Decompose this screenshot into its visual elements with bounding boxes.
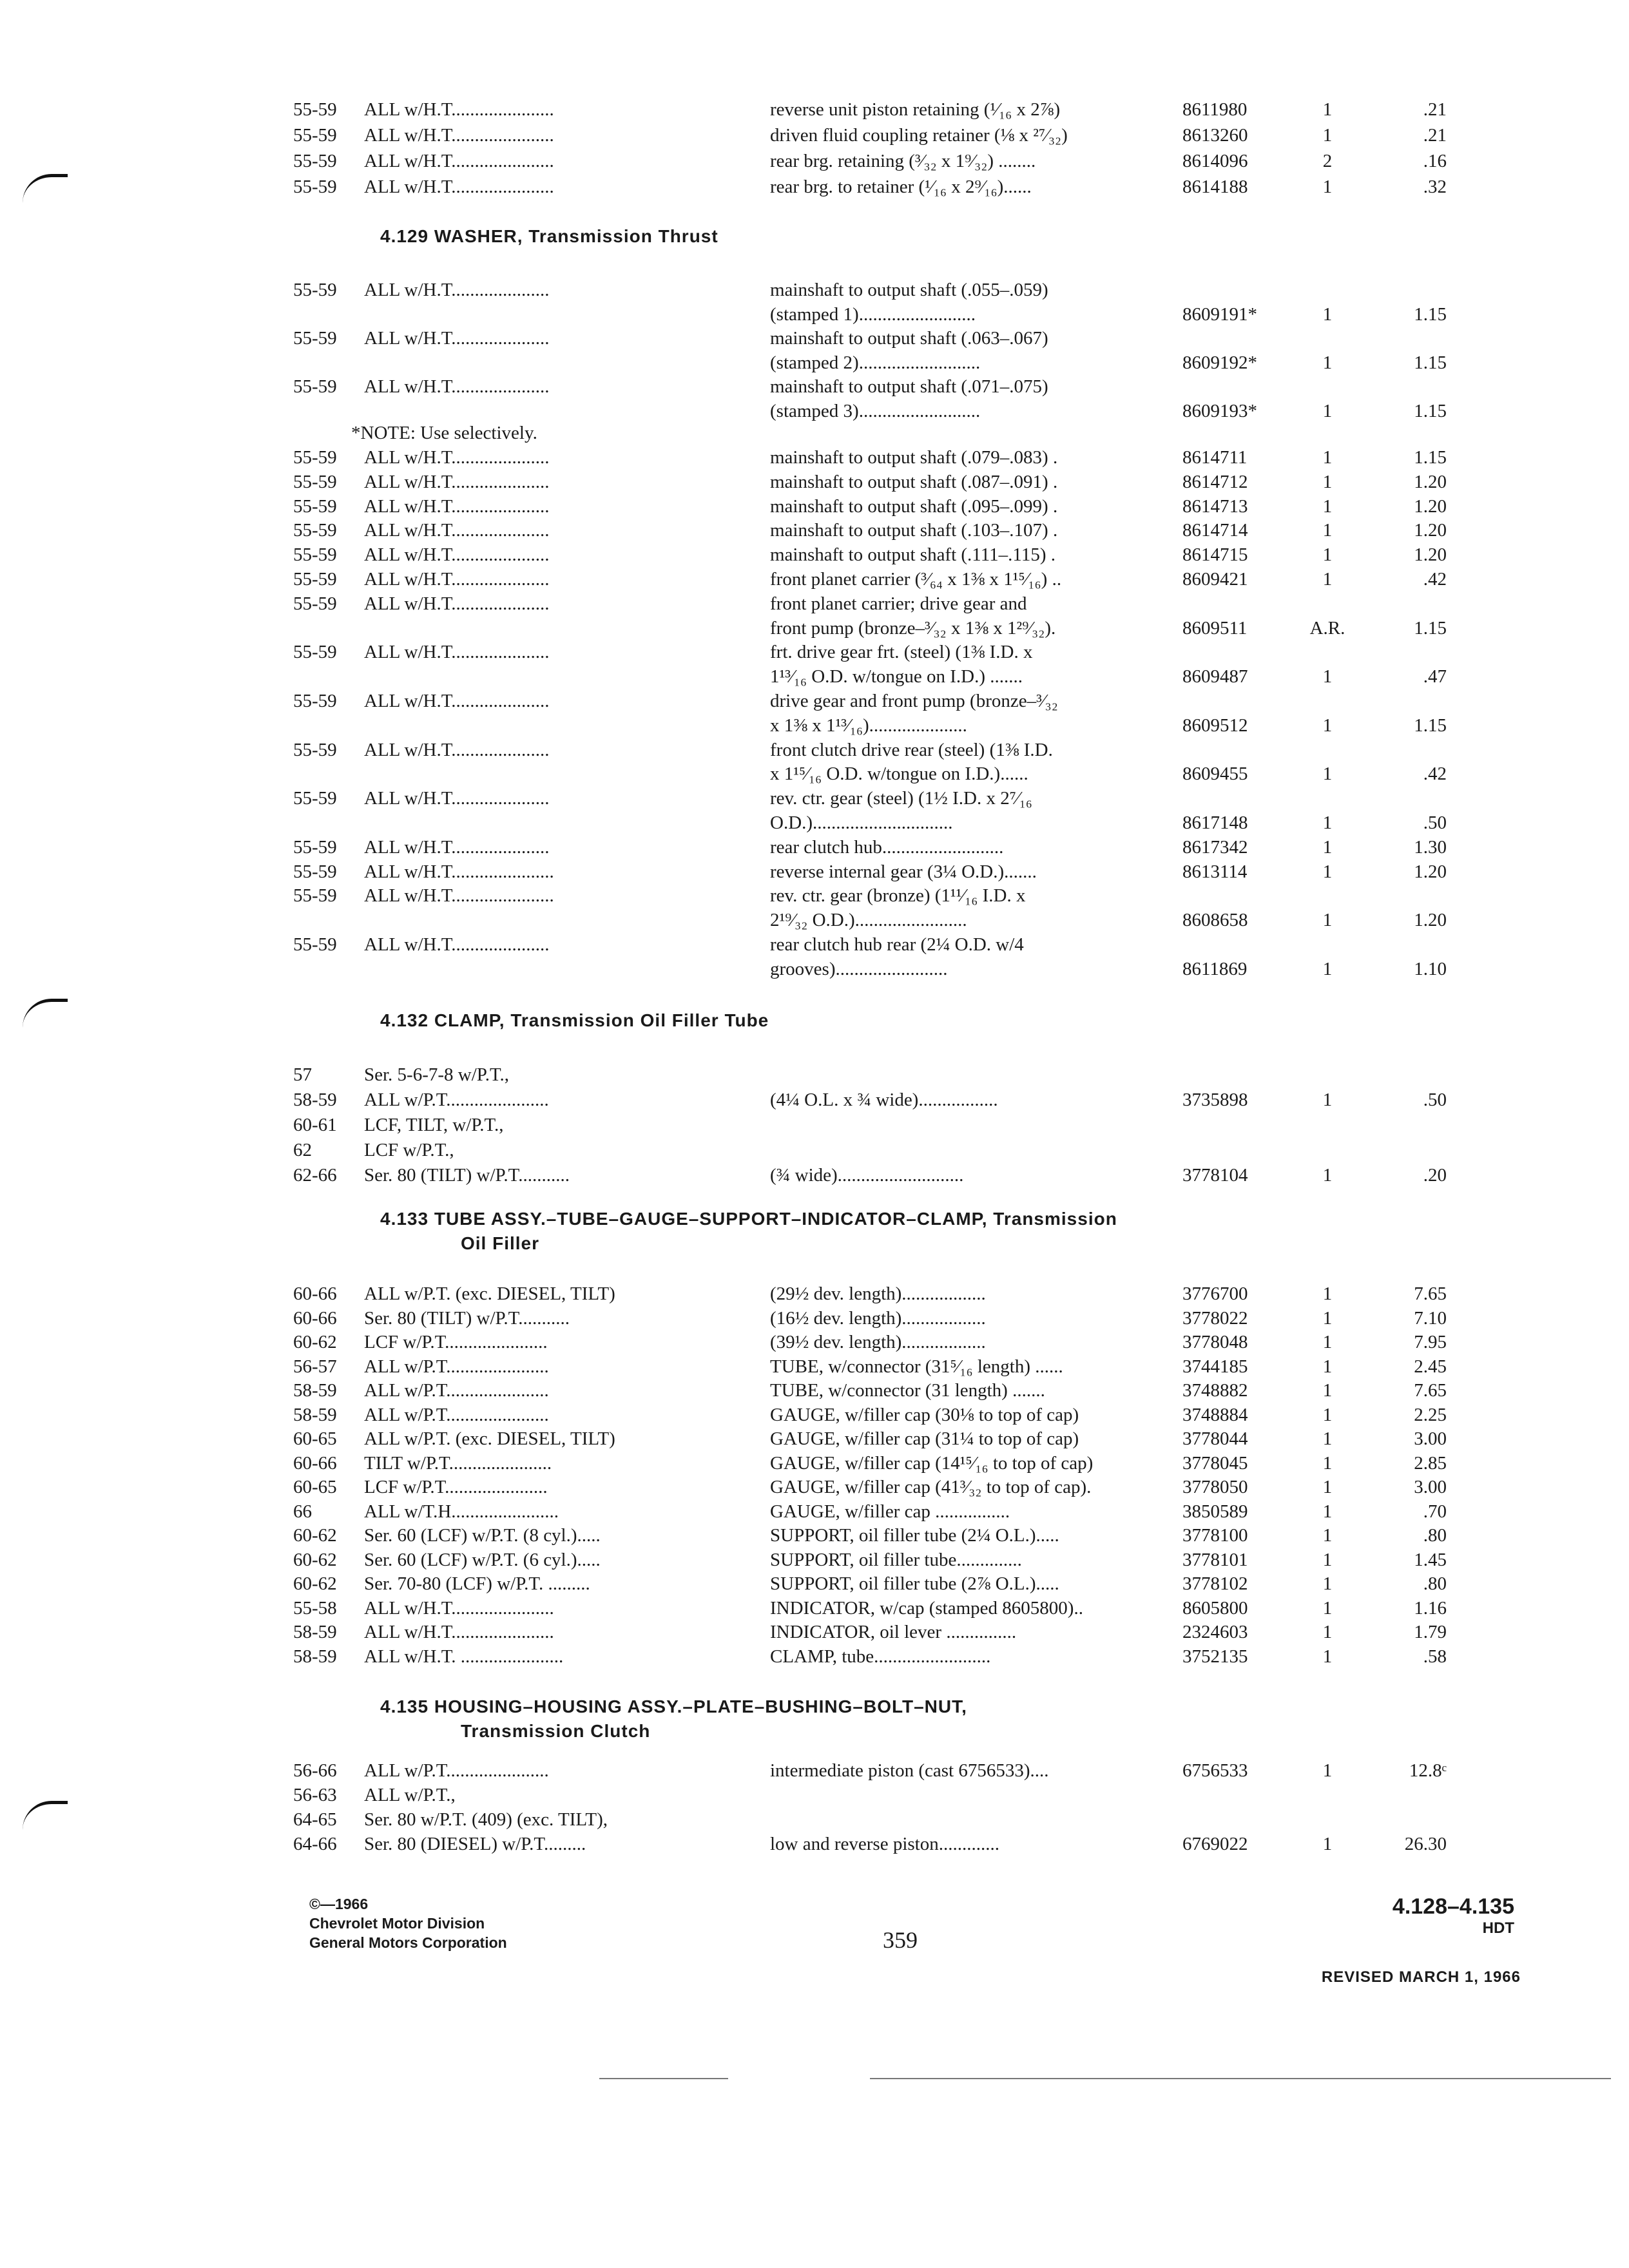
parts-row bbox=[293, 175, 1447, 204]
row-year: 62-66 bbox=[293, 1165, 337, 1186]
row-year: 60-62 bbox=[293, 1332, 337, 1352]
row-description: SUPPORT, oil filler tube.............. bbox=[770, 1549, 1022, 1570]
row-description: mainshaft to output shaft (.095–.099) . bbox=[770, 495, 1058, 517]
row-quantity: 1 bbox=[1322, 1090, 1333, 1110]
parts-row bbox=[293, 1832, 1447, 1861]
row-year: 58-59 bbox=[293, 1622, 337, 1642]
row-description: front planet carrier (³⁄₆₄ x 1⅜ x 1¹⁵⁄₁₆) .. bbox=[770, 569, 1062, 590]
row-part-number: 3778101 bbox=[1182, 1549, 1248, 1570]
row-description: mainshaft to output shaft (.103–.107) . bbox=[770, 520, 1058, 541]
row-part-number: 8611980 bbox=[1182, 99, 1248, 120]
row-description: mainshaft to output shaft (.055–.059) bbox=[770, 280, 1048, 300]
row-description: TUBE, w/connector (31 length) ....... bbox=[770, 1380, 1045, 1401]
row-part-number: 8609191* bbox=[1182, 303, 1257, 325]
row-price: .70 bbox=[1423, 1501, 1447, 1522]
row-description: intermediate piston (cast 6756533).... bbox=[770, 1760, 1049, 1781]
row-description: mainshaft to output shaft (.063–.067) bbox=[770, 328, 1048, 349]
row-year: 55-59 bbox=[293, 642, 337, 663]
row-model: ALL w/H.T..................... bbox=[364, 328, 550, 349]
row-quantity: 1 bbox=[1322, 1428, 1333, 1449]
row-part-number: 8614712 bbox=[1182, 471, 1248, 492]
row-part-number: 3778100 bbox=[1182, 1525, 1248, 1546]
row-model: ALL w/H.T..................... bbox=[364, 836, 550, 858]
row-quantity: 1 bbox=[1322, 958, 1333, 979]
row-quantity: 1 bbox=[1322, 125, 1333, 146]
row-description: mainshaft to output shaft (.087–.091) . bbox=[770, 471, 1058, 492]
row-price: .16 bbox=[1423, 151, 1447, 171]
row-part-number: 6769022 bbox=[1182, 1834, 1248, 1854]
row-description: reverse internal gear (3¼ O.D.)....... bbox=[770, 861, 1037, 882]
row-part-number: 3776700 bbox=[1182, 1283, 1248, 1304]
row-price: .47 bbox=[1423, 666, 1447, 687]
row-model: Ser. 80 (TILT) w/P.T........... bbox=[364, 1165, 570, 1186]
row-part-number: 8617148 bbox=[1182, 812, 1248, 833]
row-description: O.D.).............................. bbox=[770, 812, 953, 833]
row-year: 60-65 bbox=[293, 1428, 337, 1449]
row-year: 60-62 bbox=[293, 1525, 337, 1546]
row-description: (29½ dev. length).................. bbox=[770, 1283, 986, 1304]
row-quantity: A.R. bbox=[1309, 617, 1345, 639]
row-quantity: 1 bbox=[1322, 471, 1333, 492]
row-year: 64-66 bbox=[293, 1834, 337, 1854]
row-part-number: 8613114 bbox=[1182, 861, 1248, 882]
row-description: mainshaft to output shaft (.079–.083) . bbox=[770, 447, 1058, 468]
row-description: rear clutch hub.......................... bbox=[770, 836, 1004, 858]
row-quantity: 1 bbox=[1322, 1501, 1333, 1522]
row-description: (16½ dev. length).................. bbox=[770, 1307, 986, 1329]
row-price: 7.65 bbox=[1414, 1380, 1447, 1401]
punch-mark bbox=[23, 174, 68, 203]
row-part-number: 8609421 bbox=[1182, 569, 1248, 590]
row-price: .50 bbox=[1423, 1090, 1447, 1110]
row-model: ALL w/P.T. (exc. DIESEL, TILT) bbox=[364, 1283, 615, 1304]
row-quantity: 1 bbox=[1322, 666, 1333, 687]
row-quantity: 1 bbox=[1322, 1356, 1333, 1377]
row-quantity: 1 bbox=[1322, 447, 1333, 468]
row-price: 1.15 bbox=[1414, 447, 1447, 468]
row-year: 58-59 bbox=[293, 1404, 337, 1425]
row-part-number: 3778048 bbox=[1182, 1332, 1248, 1352]
row-model: ALL w/H.T..................... bbox=[364, 495, 550, 517]
row-model: Ser. 80 (TILT) w/P.T........... bbox=[364, 1307, 570, 1329]
row-quantity: 1 bbox=[1322, 910, 1333, 931]
row-model: ALL w/P.T...................... bbox=[364, 1090, 549, 1110]
row-model: ALL w/H.T..................... bbox=[364, 376, 550, 397]
row-price: .80 bbox=[1423, 1573, 1447, 1594]
row-price: .20 bbox=[1423, 1165, 1447, 1186]
row-quantity: 1 bbox=[1322, 1549, 1333, 1570]
row-part-number: 3748884 bbox=[1182, 1404, 1248, 1425]
row-model: LCF w/P.T., bbox=[364, 1140, 454, 1160]
row-description: CLAMP, tube......................... bbox=[770, 1646, 991, 1667]
row-price: 12.8ᶜ bbox=[1409, 1760, 1447, 1781]
row-description: mainshaft to output shaft (.111–.115) . bbox=[770, 544, 1055, 566]
parts-row bbox=[293, 124, 1447, 152]
row-description: (4¼ O.L. x ¾ wide)................. bbox=[770, 1090, 998, 1110]
row-part-number: 8608658 bbox=[1182, 910, 1248, 931]
row-model: ALL w/H.T..................... bbox=[364, 642, 550, 663]
row-model: ALL w/H.T...................... bbox=[364, 1622, 554, 1642]
row-part-number: 8609487 bbox=[1182, 666, 1248, 687]
row-quantity: 1 bbox=[1322, 1760, 1333, 1781]
row-year: 55-59 bbox=[293, 447, 337, 468]
row-price: 1.20 bbox=[1414, 495, 1447, 517]
row-year: 58-59 bbox=[293, 1090, 337, 1110]
row-quantity: 1 bbox=[1322, 352, 1333, 373]
row-price: 2.25 bbox=[1414, 1404, 1447, 1425]
footer-publisher: ©—1966 Chevrolet Motor Division General Motors Corporation bbox=[309, 1896, 507, 1951]
row-part-number: 8614188 bbox=[1182, 177, 1248, 197]
row-description: rear brg. retaining (³⁄₃₂ x 1⁹⁄₃₂) ........ bbox=[770, 151, 1036, 171]
row-year: 55-59 bbox=[293, 691, 337, 711]
row-quantity: 1 bbox=[1322, 1525, 1333, 1546]
row-year: 56-63 bbox=[293, 1785, 337, 1805]
row-description: SUPPORT, oil filler tube (2⅞ O.L.)..... bbox=[770, 1573, 1059, 1594]
row-price: .50 bbox=[1423, 812, 1447, 833]
row-part-number: 8613260 bbox=[1182, 125, 1248, 146]
row-quantity: 2 bbox=[1322, 151, 1333, 171]
row-description: GAUGE, w/filler cap ................ bbox=[770, 1501, 1010, 1522]
row-model: ALL w/H.T..................... bbox=[364, 569, 550, 590]
row-description: (stamped 2).......................... bbox=[770, 352, 981, 373]
row-description: (stamped 1)......................... bbox=[770, 303, 976, 325]
row-year: 60-66 bbox=[293, 1283, 337, 1304]
row-year: 55-59 bbox=[293, 495, 337, 517]
row-part-number: 8614715 bbox=[1182, 544, 1248, 566]
row-model: ALL w/H.T..................... bbox=[364, 280, 550, 300]
row-year: 60-62 bbox=[293, 1573, 337, 1594]
row-part-number: 8609193* bbox=[1182, 400, 1257, 421]
row-year: 58-59 bbox=[293, 1380, 337, 1401]
row-quantity: 1 bbox=[1322, 1332, 1333, 1352]
row-quantity: 1 bbox=[1322, 1477, 1333, 1497]
parts-row bbox=[293, 1063, 1427, 1091]
row-price: 1.30 bbox=[1414, 836, 1447, 858]
section-heading-4-133: 4.133 TUBE ASSY.–TUBE–GAUGE–SUPPORT–INDICATOR–CLAMP, Transmission Oil Filler bbox=[380, 1209, 1117, 1253]
row-year: 55-59 bbox=[293, 177, 337, 197]
row-price: 2.45 bbox=[1414, 1356, 1447, 1377]
row-model: ALL w/P.T., bbox=[364, 1785, 456, 1805]
row-model: ALL w/H.T...................... bbox=[364, 151, 554, 171]
row-part-number: 8611869 bbox=[1182, 958, 1248, 979]
row-model: Ser. 80 (DIESEL) w/P.T......... bbox=[364, 1834, 586, 1854]
row-year: 55-59 bbox=[293, 328, 337, 349]
row-year: 58-59 bbox=[293, 1646, 337, 1667]
row-quantity: 1 bbox=[1322, 544, 1333, 566]
row-model: ALL w/H.T...................... bbox=[364, 177, 554, 197]
section-heading-4-135: 4.135 HOUSING–HOUSING ASSY.–PLATE–BUSHING–BOLT–NUT, Transmission Clutch bbox=[380, 1696, 967, 1741]
parts-row bbox=[293, 149, 1447, 178]
row-year: 60-61 bbox=[293, 1115, 337, 1135]
row-description: drive gear and front pump (bronze–³⁄₃₂ bbox=[770, 691, 1058, 711]
row-part-number: 3735898 bbox=[1182, 1090, 1248, 1110]
row-part-number: 8614711 bbox=[1182, 447, 1248, 468]
row-description: driven fluid coupling retainer (⅛ x ²⁷⁄₃₂) bbox=[770, 125, 1068, 146]
row-model: Ser. 70-80 (LCF) w/P.T. ......... bbox=[364, 1573, 590, 1594]
row-year: 55-59 bbox=[293, 885, 337, 907]
row-price: 1.20 bbox=[1414, 861, 1447, 882]
row-description: reverse unit piston retaining (¹⁄₁₆ x 2⅞) bbox=[770, 99, 1061, 120]
row-part-number: 8609192* bbox=[1182, 352, 1257, 373]
parts-row bbox=[293, 1113, 1427, 1142]
row-year: 55-59 bbox=[293, 520, 337, 541]
row-part-number: 8609511 bbox=[1182, 617, 1248, 639]
punch-mark bbox=[23, 1801, 68, 1830]
row-price: 1.20 bbox=[1414, 910, 1447, 931]
row-description: front planet carrier; drive gear and bbox=[770, 593, 1027, 614]
row-description: low and reverse piston............. bbox=[770, 1834, 999, 1854]
row-part-number: 3778045 bbox=[1182, 1452, 1248, 1474]
row-part-number: 8609455 bbox=[1182, 764, 1248, 785]
row-quantity: 1 bbox=[1322, 1283, 1333, 1304]
row-description: (¾ wide)........................... bbox=[770, 1165, 964, 1186]
row-year: 55-59 bbox=[293, 544, 337, 566]
row-price: 1.20 bbox=[1414, 520, 1447, 541]
row-year: 55-59 bbox=[293, 836, 337, 858]
row-year: 55-59 bbox=[293, 99, 337, 120]
row-price: 2.85 bbox=[1414, 1452, 1447, 1474]
row-quantity: 1 bbox=[1322, 836, 1333, 858]
row-year: 57 bbox=[293, 1064, 312, 1085]
row-model: ALL w/T.H....................... bbox=[364, 1501, 559, 1522]
row-model: ALL w/H.T..................... bbox=[364, 934, 550, 955]
row-price: .42 bbox=[1423, 569, 1447, 590]
section-heading-4-132: 4.132 CLAMP, Transmission Oil Filler Tube bbox=[380, 1010, 769, 1030]
row-year: 56-57 bbox=[293, 1356, 337, 1377]
row-quantity: 1 bbox=[1322, 520, 1333, 541]
row-part-number: 8605800 bbox=[1182, 1597, 1248, 1619]
row-year: 60-66 bbox=[293, 1452, 337, 1474]
row-price: 1.20 bbox=[1414, 471, 1447, 492]
row-description: rev. ctr. gear (steel) (1½ I.D. x 2⁷⁄₁₆ bbox=[770, 788, 1032, 809]
row-quantity: 1 bbox=[1322, 812, 1333, 833]
row-model: ALL w/H.T..................... bbox=[364, 544, 550, 566]
row-price: 26.30 bbox=[1404, 1834, 1447, 1854]
row-price: 7.10 bbox=[1414, 1307, 1447, 1329]
row-model: ALL w/H.T..................... bbox=[364, 593, 550, 614]
row-part-number: 8614714 bbox=[1182, 520, 1248, 541]
row-year: 55-59 bbox=[293, 280, 337, 300]
row-quantity: 1 bbox=[1322, 1404, 1333, 1425]
row-description: (39½ dev. length).................. bbox=[770, 1332, 986, 1352]
row-description: 1¹³⁄₁₆ O.D. w/tongue on I.D.) ....... bbox=[770, 666, 1023, 687]
row-model: ALL w/H.T...................... bbox=[364, 885, 554, 907]
row-description: rear clutch hub rear (2¼ O.D. w/4 bbox=[770, 934, 1024, 955]
row-description: 2¹⁹⁄₃₂ O.D.)........................ bbox=[770, 910, 967, 931]
row-quantity: 1 bbox=[1322, 1307, 1333, 1329]
row-model: Ser. 60 (LCF) w/P.T. (8 cyl.)..... bbox=[364, 1525, 601, 1546]
row-model: LCF w/P.T...................... bbox=[364, 1477, 548, 1497]
row-part-number: 3850589 bbox=[1182, 1501, 1248, 1522]
row-quantity: 1 bbox=[1322, 764, 1333, 785]
row-model: Ser. 60 (LCF) w/P.T. (6 cyl.)..... bbox=[364, 1549, 601, 1570]
row-model: ALL w/H.T..................... bbox=[364, 691, 550, 711]
row-part-number: 3744185 bbox=[1182, 1356, 1248, 1377]
row-year: 55-59 bbox=[293, 376, 337, 397]
row-model: ALL w/H.T..................... bbox=[364, 447, 550, 468]
row-price: 1.16 bbox=[1414, 1597, 1447, 1619]
row-price: 1.45 bbox=[1414, 1549, 1447, 1570]
parts-row bbox=[293, 1139, 1427, 1167]
row-quantity: 1 bbox=[1322, 1573, 1333, 1594]
row-price: 1.15 bbox=[1414, 715, 1447, 736]
row-quantity: 1 bbox=[1322, 177, 1333, 197]
row-quantity: 1 bbox=[1322, 715, 1333, 736]
row-year: 60-65 bbox=[293, 1477, 337, 1497]
row-year: 64-65 bbox=[293, 1809, 337, 1830]
row-part-number: 3778022 bbox=[1182, 1307, 1248, 1329]
row-model: ALL w/H.T...................... bbox=[364, 861, 554, 882]
row-price: 1.20 bbox=[1414, 544, 1447, 566]
row-model: ALL w/P.T...................... bbox=[364, 1760, 549, 1781]
row-year: 66 bbox=[293, 1501, 312, 1522]
row-model: ALL w/H.T..................... bbox=[364, 739, 550, 760]
revised-date: REVISED MARCH 1, 1966 bbox=[1321, 1968, 1521, 1986]
row-quantity: 1 bbox=[1322, 1646, 1333, 1667]
row-part-number: 3778104 bbox=[1182, 1165, 1248, 1186]
row-description: GAUGE, w/filler cap (14¹⁵⁄₁₆ to top of cap) bbox=[770, 1452, 1094, 1474]
row-price: .21 bbox=[1423, 99, 1447, 120]
row-part-number: 6756533 bbox=[1182, 1760, 1248, 1781]
row-year: 55-58 bbox=[293, 1597, 337, 1619]
row-price: 1.15 bbox=[1414, 617, 1447, 639]
row-year: 62 bbox=[293, 1140, 312, 1160]
row-description: frt. drive gear frt. (steel) (1⅜ I.D. x bbox=[770, 642, 1033, 663]
row-description: grooves)........................ bbox=[770, 958, 948, 979]
row-year: 55-59 bbox=[293, 471, 337, 492]
row-quantity: 1 bbox=[1322, 569, 1333, 590]
row-year: 55-59 bbox=[293, 593, 337, 614]
page-number: 359 bbox=[883, 1927, 918, 1953]
row-description: GAUGE, w/filler cap (30⅛ to top of cap) bbox=[770, 1404, 1079, 1425]
row-model: ALL w/P.T...................... bbox=[364, 1356, 549, 1377]
row-model: ALL w/P.T...................... bbox=[364, 1404, 549, 1425]
row-model: ALL w/H.T...................... bbox=[364, 1597, 554, 1619]
row-description: x 1¹⁵⁄₁₆ O.D. w/tongue on I.D.)...... bbox=[770, 764, 1028, 785]
row-part-number: 2324603 bbox=[1182, 1622, 1248, 1642]
row-description: mainshaft to output shaft (.071–.075) bbox=[770, 376, 1048, 397]
row-quantity: 1 bbox=[1322, 1597, 1333, 1619]
row-description: GAUGE, w/filler cap (31¼ to top of cap) bbox=[770, 1428, 1079, 1449]
row-quantity: 1 bbox=[1322, 303, 1333, 325]
row-part-number: 3752135 bbox=[1182, 1646, 1248, 1667]
selective-note: *NOTE: Use selectively. bbox=[351, 423, 537, 443]
row-description: front clutch drive rear (steel) (1⅜ I.D. bbox=[770, 739, 1053, 760]
row-model: ALL w/H.T...................... bbox=[364, 125, 554, 146]
row-quantity: 1 bbox=[1322, 1165, 1333, 1186]
row-part-number: 3778050 bbox=[1182, 1477, 1248, 1497]
row-description: INDICATOR, oil lever ............... bbox=[770, 1622, 1017, 1642]
row-year: 56-66 bbox=[293, 1760, 337, 1781]
row-model: ALL w/H.T..................... bbox=[364, 471, 550, 492]
punch-mark bbox=[23, 999, 68, 1028]
parts-row bbox=[293, 98, 1447, 126]
row-description: x 1⅜ x 1¹³⁄₁₆)..................... bbox=[770, 715, 967, 736]
row-part-number: 8614713 bbox=[1182, 495, 1248, 517]
parts-row bbox=[293, 1088, 1447, 1117]
parts-row bbox=[293, 1164, 1447, 1192]
row-model: ALL w/H.T...................... bbox=[364, 99, 554, 120]
row-model: ALL w/P.T. (exc. DIESEL, TILT) bbox=[364, 1428, 615, 1449]
row-model: ALL w/H.T..................... bbox=[364, 788, 550, 809]
row-price: 3.00 bbox=[1414, 1428, 1447, 1449]
row-model: ALL w/P.T...................... bbox=[364, 1380, 549, 1401]
row-model: ALL w/H.T..................... bbox=[364, 520, 550, 541]
row-part-number: 8617342 bbox=[1182, 836, 1248, 858]
row-year: 60-62 bbox=[293, 1549, 337, 1570]
row-part-number: 3778044 bbox=[1182, 1428, 1248, 1449]
row-quantity: 1 bbox=[1322, 495, 1333, 517]
row-model: ALL w/H.T. ...................... bbox=[364, 1646, 564, 1667]
row-quantity: 1 bbox=[1322, 861, 1333, 882]
row-year: 55-59 bbox=[293, 788, 337, 809]
divider bbox=[870, 2078, 1611, 2079]
row-description: front pump (bronze–³⁄₃₂ x 1⅜ x 1²⁹⁄₃₂). bbox=[770, 617, 1056, 639]
row-quantity: 1 bbox=[1322, 400, 1333, 421]
row-year: 55-59 bbox=[293, 739, 337, 760]
row-year: 60-66 bbox=[293, 1307, 337, 1329]
row-price: 7.95 bbox=[1414, 1332, 1447, 1352]
row-model: Ser. 80 w/P.T. (409) (exc. TILT), bbox=[364, 1809, 608, 1830]
row-quantity: 1 bbox=[1322, 1452, 1333, 1474]
row-part-number: 8614096 bbox=[1182, 151, 1248, 171]
row-price: .58 bbox=[1423, 1646, 1447, 1667]
row-year: 55-59 bbox=[293, 125, 337, 146]
row-price: .32 bbox=[1423, 177, 1447, 197]
row-description: GAUGE, w/filler cap (41³⁄₃₂ to top of cap). bbox=[770, 1477, 1092, 1497]
divider bbox=[599, 2078, 728, 2079]
row-part-number: 3778102 bbox=[1182, 1573, 1248, 1594]
row-price: 1.15 bbox=[1414, 352, 1447, 373]
row-description: INDICATOR, w/cap (stamped 8605800).. bbox=[770, 1597, 1083, 1619]
row-model: Ser. 5-6-7-8 w/P.T., bbox=[364, 1064, 510, 1085]
row-price: 1.15 bbox=[1414, 400, 1447, 421]
row-year: 55-59 bbox=[293, 569, 337, 590]
row-model: TILT w/P.T...................... bbox=[364, 1452, 552, 1474]
row-quantity: 1 bbox=[1322, 1834, 1333, 1854]
row-year: 55-59 bbox=[293, 861, 337, 882]
row-price: 3.00 bbox=[1414, 1477, 1447, 1497]
row-part-number: 8609512 bbox=[1182, 715, 1248, 736]
parts-row bbox=[293, 1645, 1447, 1673]
row-quantity: 1 bbox=[1322, 1380, 1333, 1401]
row-model: LCF, TILT, w/P.T., bbox=[364, 1115, 504, 1135]
row-year: 55-59 bbox=[293, 151, 337, 171]
section-heading-4-129: 4.129 WASHER, Transmission Thrust bbox=[380, 226, 718, 246]
row-model: LCF w/P.T...................... bbox=[364, 1332, 548, 1352]
row-price: 1.79 bbox=[1414, 1622, 1447, 1642]
row-quantity: 1 bbox=[1322, 99, 1333, 120]
footer-section-range: 4.128–4.135 HDT bbox=[1392, 1894, 1514, 1937]
row-price: 1.10 bbox=[1414, 958, 1447, 979]
parts-row bbox=[293, 957, 1447, 986]
row-description: SUPPORT, oil filler tube (2¼ O.L.)..... bbox=[770, 1525, 1059, 1546]
row-price: .42 bbox=[1423, 764, 1447, 785]
row-price: .80 bbox=[1423, 1525, 1447, 1546]
row-description: rear brg. to retainer (¹⁄₁₆ x 2⁹⁄₁₆)...... bbox=[770, 177, 1032, 197]
row-year: 55-59 bbox=[293, 934, 337, 955]
row-description: TUBE, w/connector (31⁵⁄₁₆ length) ...... bbox=[770, 1356, 1063, 1377]
row-price: .21 bbox=[1423, 125, 1447, 146]
row-price: 7.65 bbox=[1414, 1283, 1447, 1304]
row-quantity: 1 bbox=[1322, 1622, 1333, 1642]
row-part-number: 3748882 bbox=[1182, 1380, 1248, 1401]
row-price: 1.15 bbox=[1414, 303, 1447, 325]
row-description: rev. ctr. gear (bronze) (1¹¹⁄₁₆ I.D. x bbox=[770, 885, 1026, 907]
row-description: (stamped 3).......................... bbox=[770, 400, 981, 421]
